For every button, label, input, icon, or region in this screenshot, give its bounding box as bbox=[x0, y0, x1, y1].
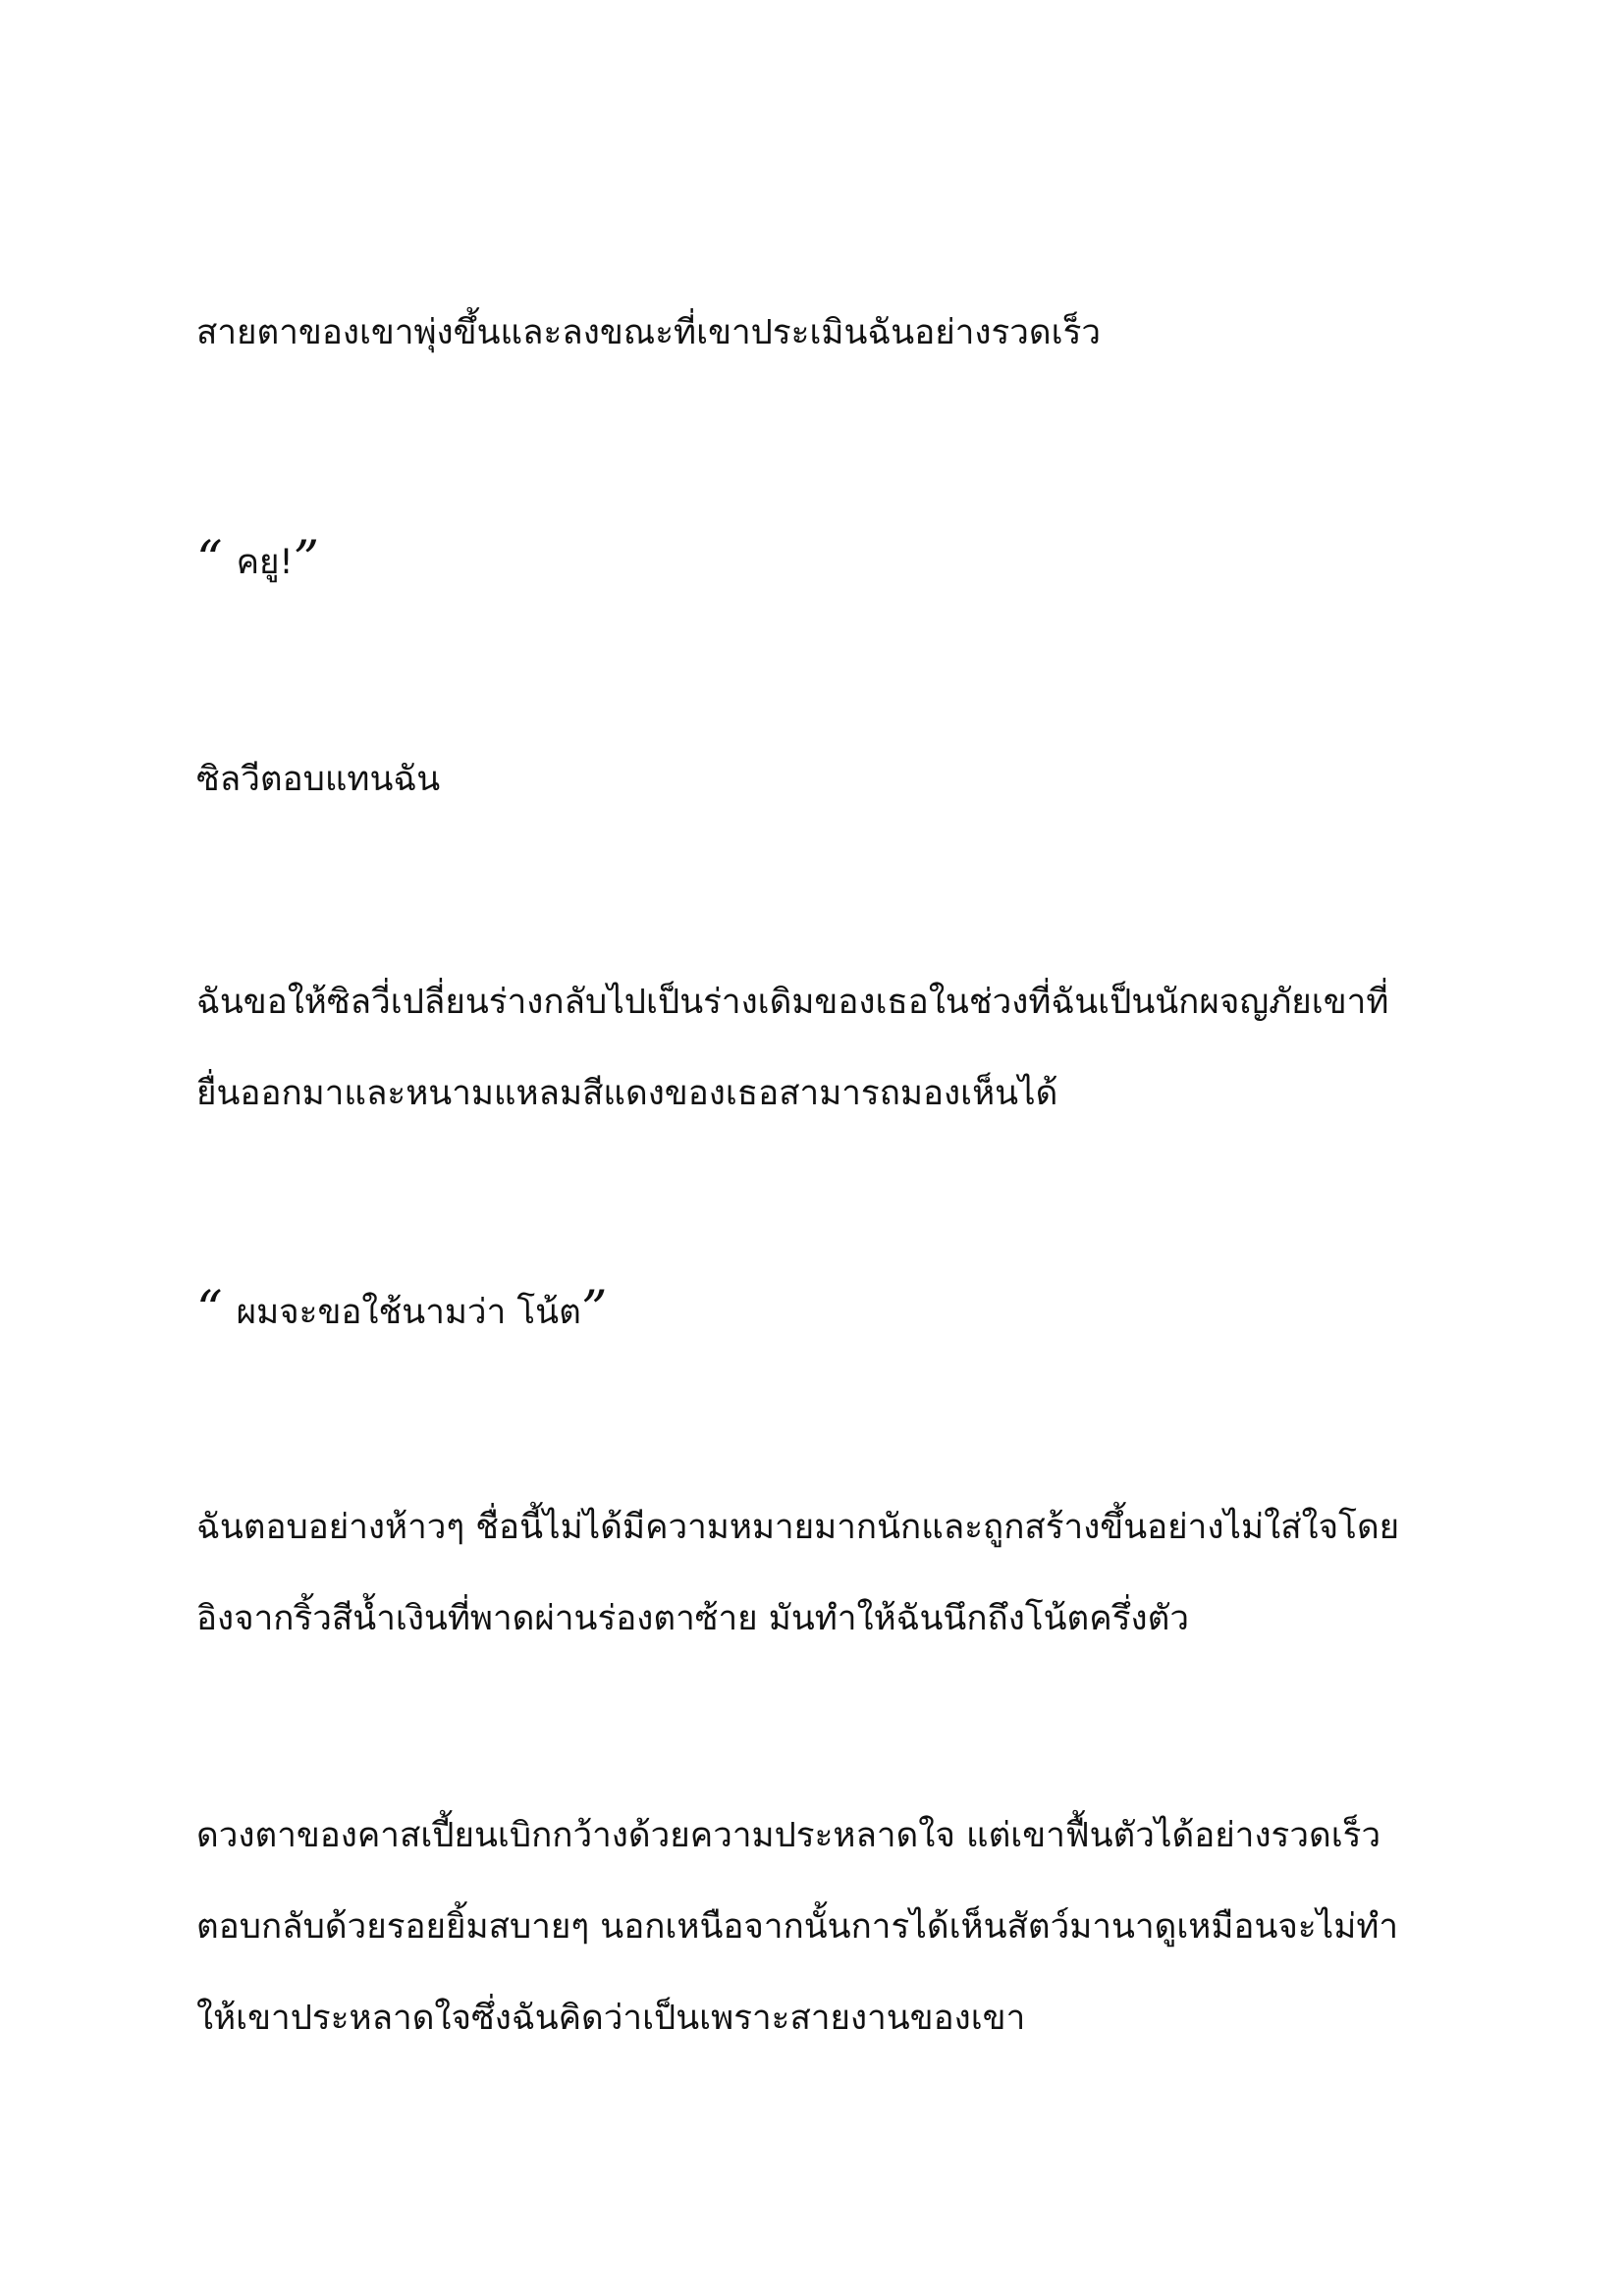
open-quote-mark: “ bbox=[196, 531, 223, 590]
close-quote-mark: ” bbox=[293, 531, 320, 590]
paragraph-narration-2 bbox=[196, 734, 1453, 826]
text-line: ซิลวีตอบแทนฉัน bbox=[196, 760, 441, 799]
paragraph-dialogue-1 bbox=[196, 517, 1453, 609]
paragraph-dialogue-2 bbox=[196, 1267, 1453, 1359]
paragraph-narration-3 bbox=[196, 957, 1453, 1140]
text-line: อิงจากริ้วสีน้ำเงินที่พาดผ่านร่องตาซ้าย มันทำให้ฉันนึกถึงโน้ตครึ่งตัว bbox=[196, 1599, 1189, 1638]
close-quote-mark: ” bbox=[580, 1281, 608, 1340]
dialogue-text: ผมจะขอใช้นามว่า โน้ต bbox=[236, 1293, 581, 1332]
open-quote-mark: “ bbox=[196, 1281, 223, 1340]
text-line bbox=[196, 1267, 1453, 1359]
text-line: ยื่นออกมาและหนามแหลมสีแดงของเธอสามารถมองเห็นได้ bbox=[196, 1074, 1058, 1113]
paragraph-narration-4 bbox=[196, 1482, 1453, 1665]
text-line: ดวงตาของคาสเปี้ยนเบิกกว้างด้วยความประหลาดใจ แต่เขาฟื้นตัวได้อย่างรวดเร็ว bbox=[196, 1816, 1381, 1855]
paragraph-narration-5 bbox=[196, 1790, 1453, 2064]
text-line: ฉันตอบอย่างห้าวๆ ชื่อนี้ไม่ได้มีความหมายมากนักและถูกสร้างขึ้นอย่างไม่ใส่ใจโดย bbox=[196, 1508, 1400, 1547]
text-line: ฉันขอให้ซิลวี่เปลี่ยนร่างกลับไปเป็นร่างเดิมของเธอในช่วงที่ฉันเป็นนักผจญภัยเขาที่ bbox=[196, 983, 1389, 1022]
text-line: สายตาของเขาพุ่งขึ้นและลงขณะที่เขาประเมินฉันอย่างรวดเร็ว bbox=[196, 313, 1102, 352]
text-line: ให้เขาประหลาดใจซึ่งฉันคิดว่าเป็นเพราะสายงานของเขา bbox=[196, 1999, 1026, 2038]
dialogue-text: คยู! bbox=[236, 543, 294, 582]
paragraph-narration-1 bbox=[196, 288, 1453, 379]
text-line bbox=[196, 517, 1453, 609]
text-line: ตอบกลับด้วยรอยยิ้มสบายๆ นอกเหนือจากนั้นการได้เห็นสัตว์มานาดูเหมือนจะไม่ทำ bbox=[196, 1907, 1399, 1947]
